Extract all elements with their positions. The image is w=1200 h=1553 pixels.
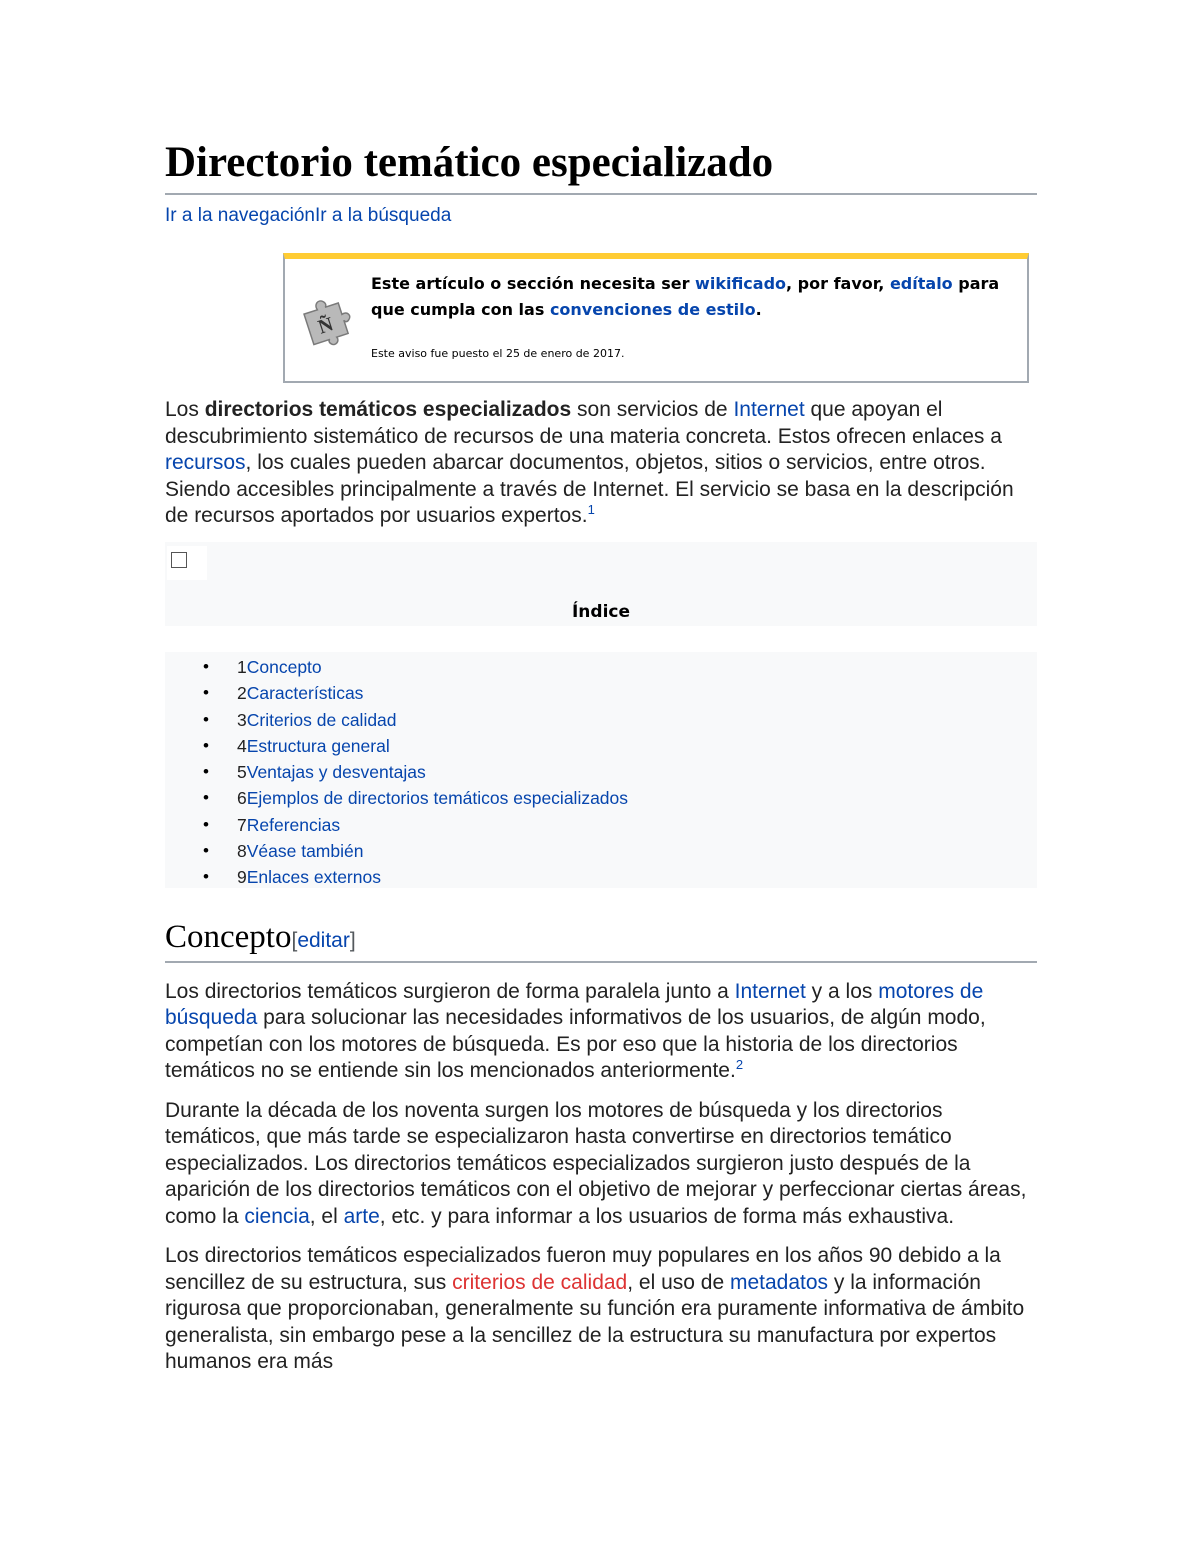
convenciones-link[interactable]: convenciones de estilo: [549, 300, 756, 320]
notice-date: Este aviso fue puesto el 25 de enero de 2017.: [371, 347, 625, 361]
toc-header: [165, 542, 1037, 626]
puzzle-n-icon: [297, 289, 359, 351]
arte-link[interactable]: arte: [343, 1204, 380, 1228]
editalo-link[interactable]: edítalo: [889, 274, 953, 294]
toc-item[interactable]: [203, 785, 1037, 811]
toc-item-number: 9: [237, 867, 247, 888]
article: [165, 138, 1037, 1376]
section-edit: [editar]: [291, 928, 356, 952]
reference-2-link[interactable]: 2: [735, 1057, 744, 1073]
jump-to-navigation-link[interactable]: Ir a la navegación: [165, 205, 315, 227]
wikificado-link[interactable]: wikificado: [695, 274, 787, 294]
toc-item[interactable]: [203, 733, 1037, 759]
metadatos-link[interactable]: metadatos: [729, 1270, 829, 1294]
toc-title: Índice: [571, 601, 631, 622]
page-title: Directorio temático especializado: [165, 138, 1037, 195]
toc-item-link[interactable]: Ejemplos de directorios temáticos especializados: [246, 788, 629, 809]
toc-item-link[interactable]: Ventajas y desventajas: [246, 762, 426, 783]
internet-link[interactable]: Internet: [733, 398, 805, 422]
toc-checkbox-icon[interactable]: [171, 552, 187, 568]
toc-item-link[interactable]: Enlaces externos: [246, 867, 381, 888]
toc-list: [165, 652, 1037, 888]
toc-item-number: 4: [237, 735, 247, 756]
concepto-paragraph-1: Los directorios temáticos surgieron de forma paralela junto a Internet y a los motores de búsqueda para solucionar las necesidades informativos de los usuarios, de algún modo, competían con los motores de búsqueda. Es por eso que la historia de los directorios temáticos no se entiende sin los mencionados anteriormente.$^2$: [165, 979, 986, 1083]
ciencia-link[interactable]: ciencia: [244, 1204, 310, 1228]
edit-section-link[interactable]: editar: [297, 928, 350, 952]
toc-item[interactable]: [203, 654, 1037, 680]
jump-to-search-link[interactable]: Ir a la búsqueda: [315, 205, 452, 227]
toc-item[interactable]: [203, 864, 1037, 890]
svg-text:Ñ: Ñ: [315, 313, 337, 340]
toc-item-link[interactable]: Estructura general: [246, 735, 390, 756]
toc-item-link[interactable]: Véase también: [246, 841, 364, 862]
toc-item-number: 2: [237, 683, 247, 704]
toc-item-number: 1: [237, 656, 247, 677]
toc-item[interactable]: [203, 838, 1037, 864]
section-heading-concepto: Concepto[editar]: [165, 918, 1037, 963]
concepto-paragraph-2: Durante la década de los noventa surgen los motores de búsqueda y los directorios temáticos, que más tarde se especializaron hasta convertirse en directorios temático especializados. Los directorios temáticos especializados surgieron justo después de la aparición de los directorios temáticos con el objetivo de mejorar y perfeccionar ciertas áreas, como la ciencia, el arte, etc. y para informar a los usuarios de forma más exhaustiva.: [165, 1098, 1027, 1228]
intro-paragraph: Los directorios temáticos especializados son servicios de Internet que apoyan el descubrimiento sistemático de recursos de una materia concreta. Estos ofrecen enlaces a recursos, los cuales pueden abarcar documentos, objetos, sitios o servicios, entre otros. Siendo accesibles principalmente a través de Internet. El servicio se basa en la descripción de recursos aportados por usuarios expertos.$^1$: [165, 398, 1014, 528]
concepto-paragraph-3: Los directorios temáticos especializados fueron muy populares en los años 90 debido a la sencillez de su estructura, sus criterios de calidad, el uso de metadatos y la información rigurosa que proporcionaban, generalmente su función era puramente informativa de ámbito generalista, sin embargo pese a la sencillez de la estructura su manufactura por expertos humanos era más: [165, 1244, 1025, 1374]
toc-item-link[interactable]: Criterios de calidad: [246, 709, 397, 730]
toc-item[interactable]: [203, 759, 1037, 785]
reference-1-link[interactable]: 1: [587, 502, 595, 518]
recursos-link[interactable]: recursos: [165, 451, 246, 475]
toc-item-number: 8: [237, 841, 247, 862]
wikify-notice: [283, 253, 1029, 383]
notice-text: Este artículo o sección necesita ser wikificado, por favor, edítalo para que cumpla con las convenciones de estilo.: [371, 274, 1000, 320]
jump-links: [165, 205, 1037, 227]
toc-item-link[interactable]: Referencias: [246, 814, 341, 835]
table-of-contents: [165, 542, 1037, 888]
toc-toggle[interactable]: [167, 546, 207, 580]
toc-item-link[interactable]: Concepto: [246, 656, 322, 677]
criterios-de-calidad-link[interactable]: criterios de calidad: [452, 1270, 628, 1294]
motores-de-busqueda-link[interactable]: motores de búsqueda: [165, 979, 984, 1030]
toc-item[interactable]: [203, 680, 1037, 706]
internet-link-2[interactable]: Internet: [734, 979, 806, 1003]
toc-item-link[interactable]: Características: [246, 683, 364, 704]
toc-item-number: 5: [237, 762, 247, 783]
toc-item[interactable]: [203, 707, 1037, 733]
toc-item-number: 3: [237, 709, 247, 730]
toc-item-number: 7: [237, 814, 247, 835]
toc-item-number: 6: [237, 788, 247, 809]
toc-item[interactable]: [203, 812, 1037, 838]
